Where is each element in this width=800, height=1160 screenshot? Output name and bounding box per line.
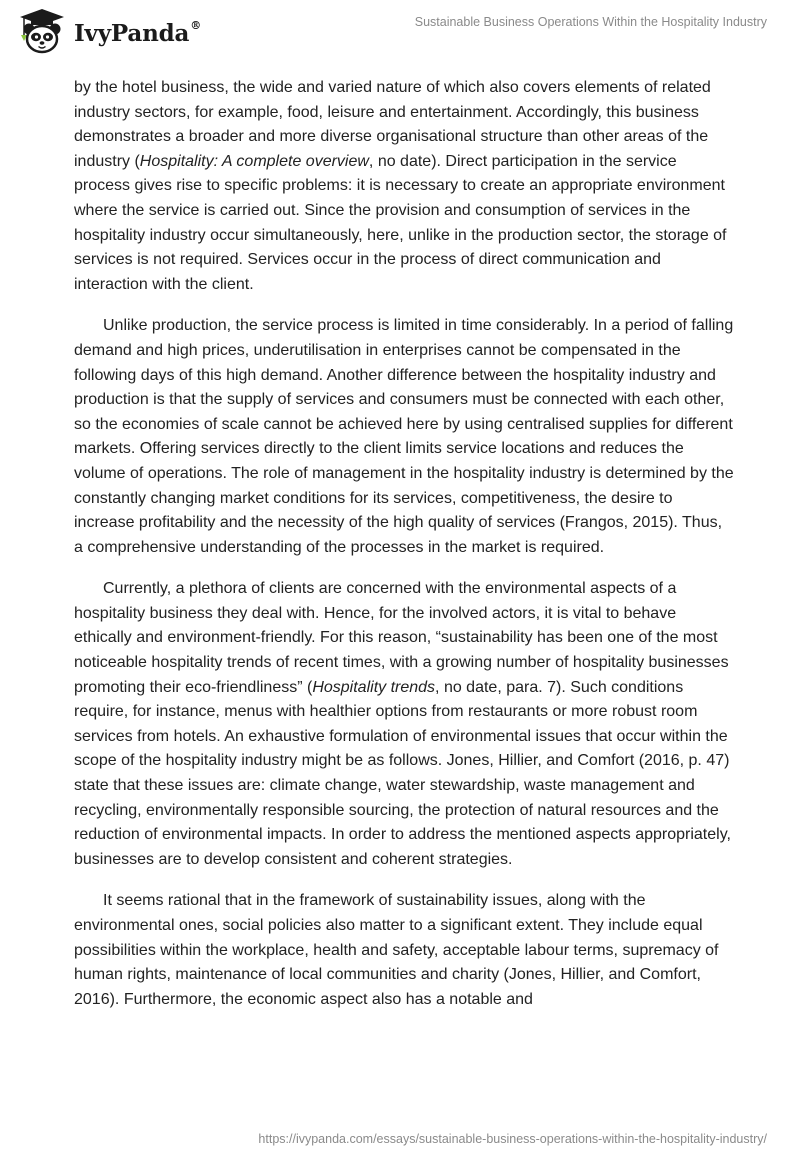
paragraph: by the hotel business, the wide and varied nature of which also covers elements of related industry sectors, for example, food, leisure and entertainment. Accordingly, this business demonstrates a broader and more diverse organisational structure than other areas of the industry (Hospitality: A complete overview, no date). Direct participation in the service process gives rise to specific problems: it is necessary to create an appropriate environment where the service is carried out. Since the provision and consumption of services in the hospitality industry occur simultaneously, here, unlike in the production sector, the storage of services is not required. Services occur in the process of direct communication and interaction with the client.: [74, 79, 727, 293]
page-header: [0, 0, 800, 64]
paragraph: It seems rational that in the framework of sustainability issues, along with the environmental ones, social policies also matter to a significant extent. They include equal possibilities within the workplace, health and safety, acceptable labour terms, supremacy of human rights, maintenance of local communities and charity (Jones, Hillier, and Comfort, 2016). Furthermore, the economic aspect also has a notable and: [74, 892, 719, 1008]
italic-citation: Hospitality trends: [312, 678, 436, 696]
panda-graduate-icon: [14, 8, 70, 56]
paragraph: Unlike production, the service process is limited in time considerably. In a period of falling demand and high prices, underutilisation in enterprises cannot be compensated in the following days of this high demand. Another difference between the hospitality industry and production is that the supply of services and consumers must be connected with each other, so the economies of scale cannot be achieved here by using centralised supplies for different markets. Offering services directly to the client limits service locations and reduces the volume of operations. The role of management in the hospitality industry is determined by the constantly changing market conditions for its services, competitiveness, the desire to increase profitability and the necessity of the high quality of services (Frangos, 2015). Thus, a comprehensive understanding of the processes in the market is required.: [74, 317, 734, 556]
paragraph: Currently, a plethora of clients are concerned with the environmental aspects of a hospitality business they deal with. Hence, for the involved actors, it is vital to behave ethically and environment-friendly. For this reason, “sustainability has been one of the most noticeable hospitality trends of recent times, with a growing number of hospitality businesses promoting their eco-friendliness” (Hospitality trends, no date, para. 7). Such conditions require, for instance, menus with healthier options from restaurants or more robust room services from hotels. An exhaustive formulation of environmental issues that occur within the scope of the hospitality industry might be as follows. Jones, Hillier, and Comfort (2016, p. 47) state that these issues are: climate change, water stewardship, waste management and recycling, environmentally responsible sourcing, the protection of natural resources and the reduction of environmental impacts. In order to address the mentioned aspects appropriately, businesses are to develop consistent and coherent strategies.: [74, 580, 731, 868]
source-url-link[interactable]: https://ivypanda.com/essays/sustainable-business-operations-within-the-hospitality-industry/: [258, 1132, 767, 1146]
ivypanda-logo[interactable]: [14, 8, 201, 56]
essay-body: [74, 76, 734, 1029]
document-title: Sustainable Business Operations Within the Hospitality Industry: [414, 15, 767, 29]
brand-name: IvyPanda®: [74, 18, 201, 47]
italic-citation: Hospitality: A complete overview: [139, 152, 369, 170]
